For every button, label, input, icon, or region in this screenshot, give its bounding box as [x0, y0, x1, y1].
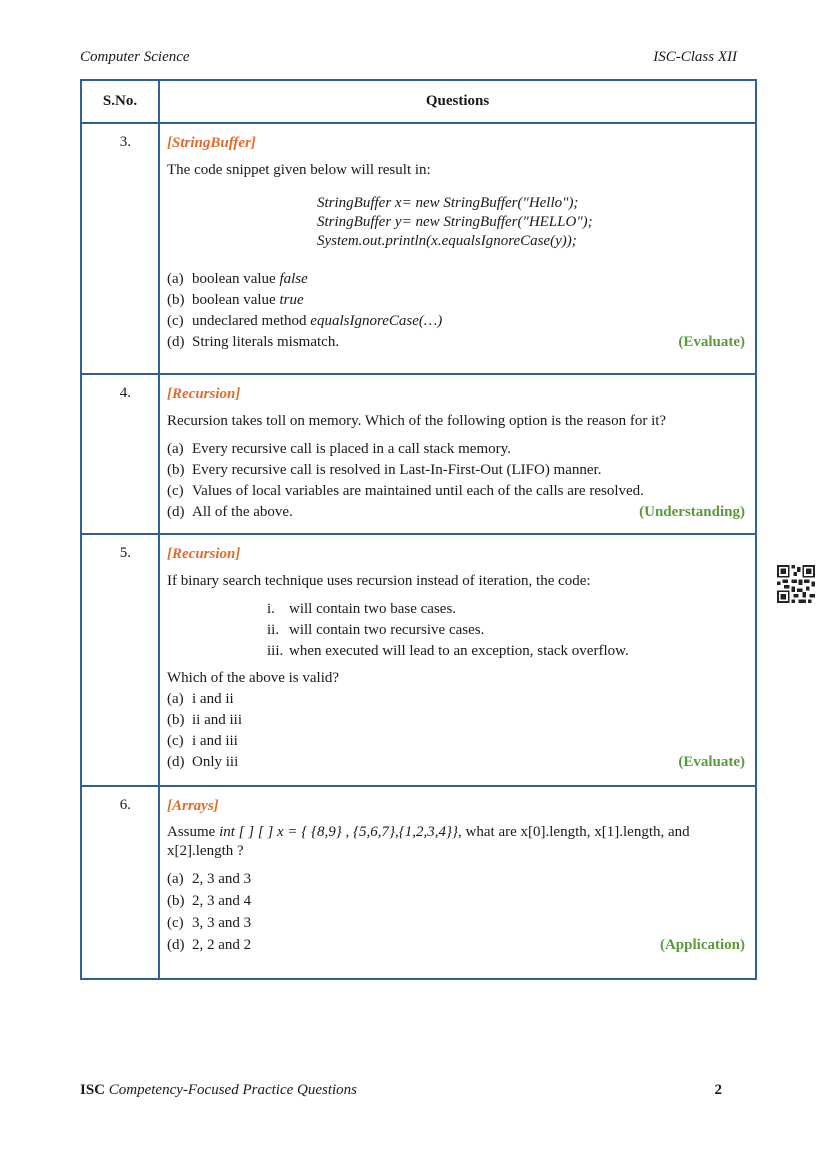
option-label: (a) [167, 441, 184, 457]
option-text: String literals mismatch. [192, 334, 340, 350]
footer-brand: ISC [80, 1082, 106, 1098]
table-row [81, 786, 756, 979]
option-text: undeclared method [192, 313, 311, 329]
option-text: ii and iii [192, 712, 242, 728]
stem-text: , what are x[0].length, x[1].length, and x[2].length ? [167, 824, 690, 859]
topic-tag: [Recursion] [167, 546, 241, 562]
option-text: i and ii [192, 691, 234, 707]
stem-text: Assume [167, 824, 220, 840]
statement-text: will contain two recursive cases. [289, 622, 485, 638]
option-label: (c) [167, 313, 184, 329]
question-number: 3. [81, 123, 159, 374]
option [167, 332, 745, 353]
option [167, 710, 745, 731]
option-text: 2, 3 and 3 [192, 871, 252, 887]
table-row [81, 374, 756, 534]
option-text: 3, 3 and 3 [192, 915, 252, 931]
code-line: StringBuffer y= new StringBuffer("HELLO"); [317, 214, 593, 230]
question-number: 4. [81, 374, 159, 534]
option [167, 311, 745, 332]
header-class: ISC-Class XII [653, 49, 737, 65]
option-text: All of the above. [192, 504, 293, 520]
statement-number: i. [267, 601, 275, 617]
question-cell [159, 123, 756, 374]
option-emphasis: equalsIgnoreCase(…) [310, 313, 443, 329]
option-label: (c) [167, 915, 184, 931]
table-row [81, 123, 756, 374]
footer-title [80, 1082, 357, 1099]
option-text: boolean value [192, 271, 280, 287]
option-text: Only iii [192, 754, 239, 770]
option [167, 481, 745, 502]
option-label: (c) [167, 483, 184, 499]
footer-subtitle: Competency-Focused Practice Questions [108, 1082, 358, 1098]
option-label: (b) [167, 893, 185, 909]
statement [267, 599, 745, 620]
option [167, 868, 745, 890]
question-prompt: Which of the above is valid? [167, 670, 340, 686]
option [167, 934, 745, 956]
topic-tag: [Arrays] [167, 798, 219, 814]
option-label: (b) [167, 292, 185, 308]
column-header-sno: S.No. [81, 80, 159, 123]
question-stem [167, 823, 745, 861]
topic-tag: [StringBuffer] [167, 135, 256, 151]
question-stem: Recursion takes toll on memory. Which of the following option is the reason for it? [167, 413, 667, 429]
code-line: StringBuffer x= new StringBuffer("Hello"); [317, 195, 579, 211]
statement [267, 641, 745, 662]
option-text: i and iii [192, 733, 238, 749]
option [167, 269, 745, 290]
option-label: (d) [167, 937, 185, 953]
cognitive-level: (Application) [659, 937, 745, 953]
column-header-questions: Questions [159, 80, 756, 123]
statement-text: when executed will lead to an exception, stack overflow. [289, 643, 629, 659]
question-cell [159, 786, 756, 979]
cognitive-level: (Understanding) [639, 504, 745, 520]
statement [267, 620, 745, 641]
code-snippet [167, 194, 745, 251]
option [167, 731, 745, 752]
question-number: 6. [81, 786, 159, 979]
option [167, 689, 745, 710]
cognitive-level: (Evaluate) [678, 754, 745, 770]
question-stem: If binary search technique uses recursion instead of iteration, the code: [167, 573, 591, 589]
option-emphasis: true [279, 292, 304, 308]
statement-number: ii. [267, 622, 280, 638]
option-label: (d) [167, 754, 185, 770]
questions-table [80, 79, 757, 980]
option [167, 439, 745, 460]
option [167, 890, 745, 912]
option-text: boolean value [192, 292, 280, 308]
option-emphasis: false [279, 271, 308, 287]
stem-code: int [ ] [ ] x = { {8,9} , {5,6,7},{1,2,3,4}} [219, 824, 459, 840]
option-label: (a) [167, 691, 184, 707]
code-line: System.out.println(x.equalsIgnoreCase(y)); [317, 233, 577, 249]
statement-number: iii. [267, 643, 284, 659]
option-text: 2, 2 and 2 [192, 937, 252, 953]
option-text: 2, 3 and 4 [192, 893, 252, 909]
option-label: (b) [167, 462, 185, 478]
table-row [81, 534, 756, 786]
question-number: 5. [81, 534, 159, 786]
statement-list [167, 599, 745, 662]
cognitive-level: (Evaluate) [678, 334, 745, 350]
option [167, 752, 745, 773]
option-text: Values of local variables are maintained until each of the calls are resolved. [192, 483, 644, 499]
option-text: Every recursive call is placed in a call stack memory. [192, 441, 511, 457]
table-header-row [81, 80, 756, 123]
option [167, 502, 745, 523]
option [167, 912, 745, 934]
option-label: (b) [167, 712, 185, 728]
qr-code-icon[interactable] [777, 565, 815, 603]
question-cell [159, 534, 756, 786]
option [167, 460, 745, 481]
option-label: (a) [167, 271, 184, 287]
header-subject: Computer Science [80, 49, 190, 65]
statement-text: will contain two base cases. [289, 601, 457, 617]
option-label: (d) [167, 504, 185, 520]
topic-tag: [Recursion] [167, 386, 241, 402]
question-cell [159, 374, 756, 534]
option-text: Every recursive call is resolved in Last-In-First-Out (LIFO) manner. [192, 462, 602, 478]
option-label: (d) [167, 334, 185, 350]
option-label: (c) [167, 733, 184, 749]
question-stem: The code snippet given below will result in: [167, 162, 431, 178]
page-number: 2 [714, 1082, 722, 1098]
option-label: (a) [167, 871, 184, 887]
option [167, 290, 745, 311]
